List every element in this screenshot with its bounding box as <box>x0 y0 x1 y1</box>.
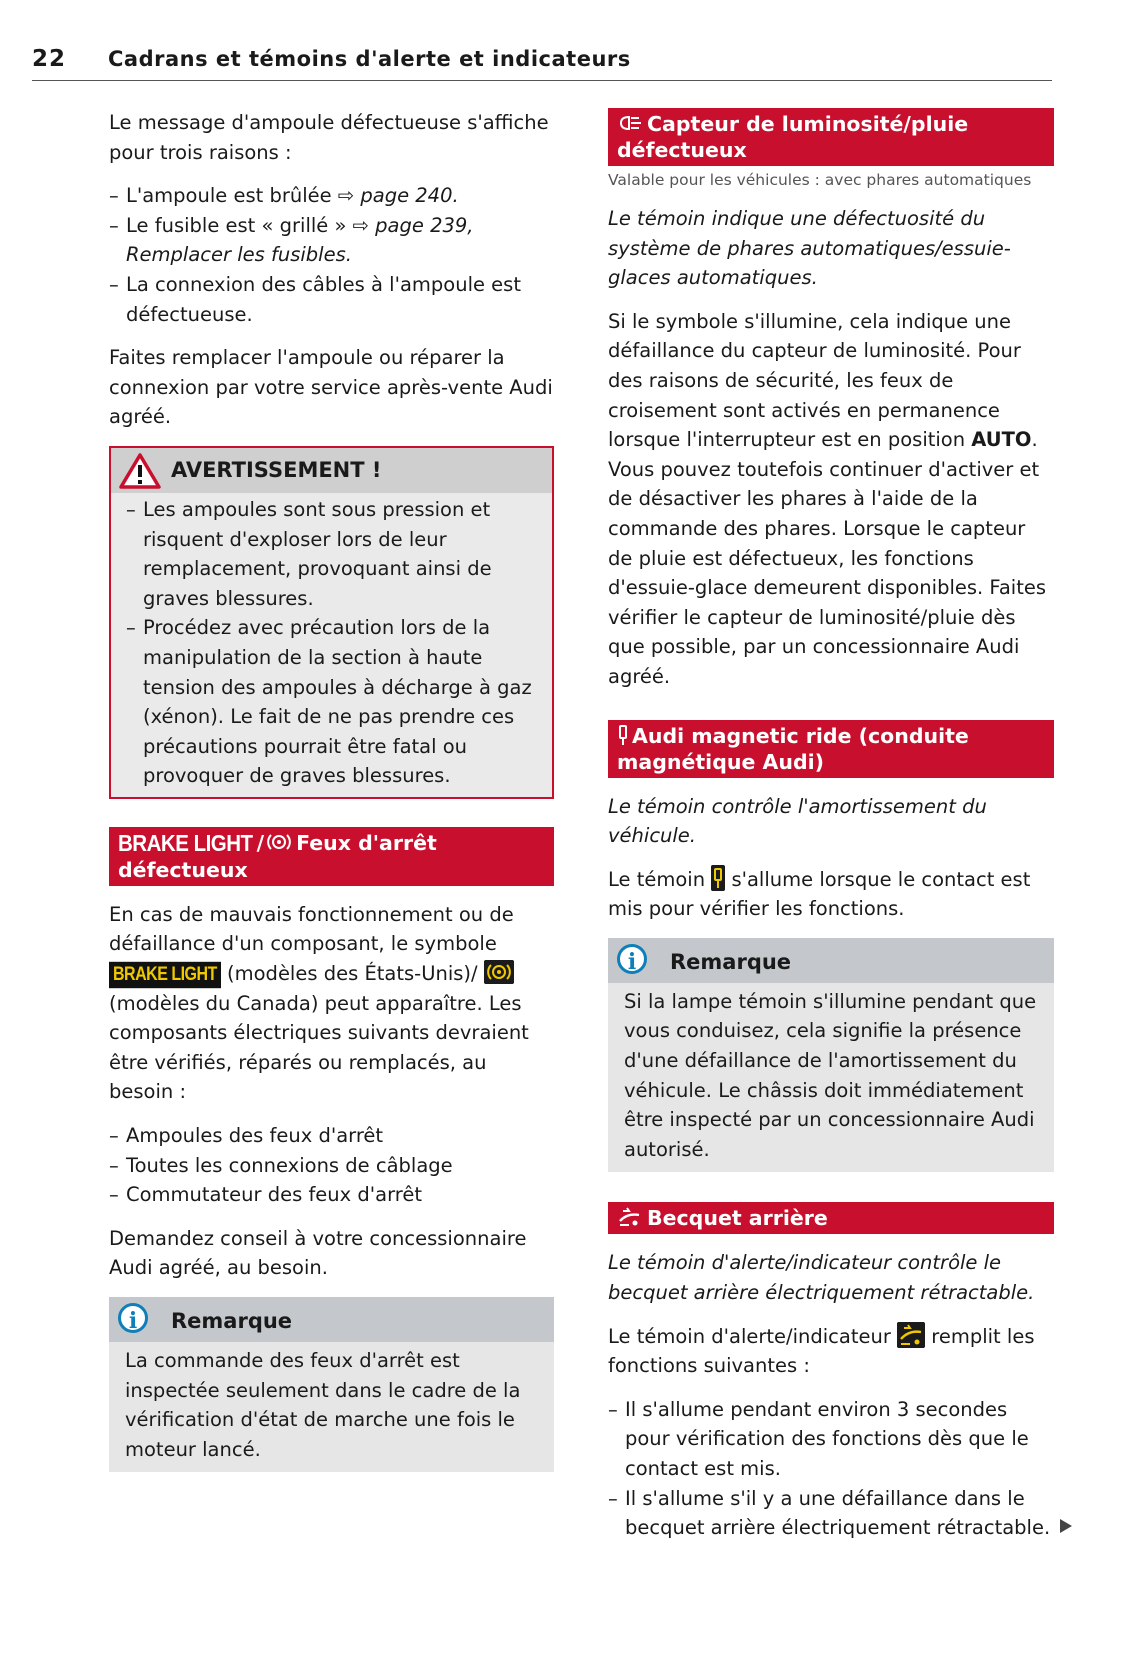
spoiler-text <box>608 1322 1054 1381</box>
continue-arrow-icon <box>1060 1519 1072 1533</box>
list-item: – Les ampoules sont sous pression et risquent d'exploser lors de leur remplacement, provoquant ainsi de graves blessures. <box>126 495 540 613</box>
magnetic-section-title: Audi magnetic ride (conduite magnétique Audi) <box>617 723 969 774</box>
replace-paragraph: Faites remplacer l'ampoule ou réparer la connexion par votre service après-vente Audi agréé. <box>109 346 553 429</box>
warning-title: AVERTISSEMENT ! <box>171 457 382 482</box>
brake-light-section-header <box>109 827 554 886</box>
brake-light-chip: BRAKE LIGHT <box>109 962 221 988</box>
list-item: – Commutateur des feux d'arrêt <box>109 1180 554 1210</box>
brake-section-title: Feux d'arrêt défectueux <box>118 830 437 882</box>
spoiler-indicator-icon <box>897 1322 925 1348</box>
sensor-body <box>608 307 1054 692</box>
list-item <box>109 181 554 211</box>
warning-triangle-icon <box>119 453 161 489</box>
advice-paragraph: Demandez conseil à votre concessionnaire Audi agréé, au besoin. <box>109 1226 527 1280</box>
brake-text: En cas de mauvais fonctionnement ou de défaillance d'un composant, le symbole <box>109 902 514 956</box>
spoiler-list <box>608 1395 1054 1543</box>
reasons-list <box>109 181 554 329</box>
note-header <box>608 938 1054 983</box>
sensor-section-header <box>608 108 1054 166</box>
brake-text: (modèles du Canada) peut apparaître. Les composants électriques suivants devraient être vérifiés, réparés ou remplacés, au besoin : <box>109 991 529 1104</box>
note-title: Remarque <box>171 1309 293 1333</box>
list-item: – Ampoules des feux d'arrêt <box>109 1121 554 1151</box>
magnetic-text-b: s'allume lorsque le contact est mis pour vérifier les fonctions. <box>608 867 1031 921</box>
left-column <box>109 108 554 1496</box>
magnetic-section-header <box>608 720 1054 778</box>
brake-paragraph <box>109 900 554 1107</box>
validity-note: Valable pour les véhicules : avec phares automatiques <box>608 171 1032 189</box>
note-text: La commande des feux d'arrêt est inspectée seulement dans le cadre de la vérification d'état de marche une fois le moteur lancé. <box>125 1349 521 1461</box>
warning-list <box>126 495 540 791</box>
page-header <box>32 44 1052 81</box>
auto-label: AUTO <box>971 428 1032 452</box>
sensor-text: . Vous pouvez toutefois continuer d'activer et de désactiver les phares à l'aide de la commande des phares. Lorsque le capteur de pluie est défectueux, les fonctions d'essuie-glace demeurent disponibles. Faites vérifier le capteur de luminosité/pluie dès que possible, par un concessionnaire Audi agréé. <box>608 428 1047 688</box>
warning-header <box>111 448 552 493</box>
page-title: Cadrans et témoins d'alerte et indicateurs <box>108 47 631 71</box>
list-item: – Toutes les connexions de câblage <box>109 1151 554 1181</box>
page-link[interactable]: ⇨ page 239, Remplacer les fusibles. <box>126 213 474 267</box>
light-rain-sensor-icon <box>617 114 643 132</box>
intro-paragraph: Le message d'ampoule défectueuse s'affiche pour trois raisons : <box>109 111 549 164</box>
list-item: – La connexion des câbles à l'ampoule est défectueuse. <box>109 270 554 329</box>
brake-warning-icon <box>266 832 292 852</box>
note-text: Si la lampe témoin s'illumine pendant que vous conduisez, cela signifie la présence d'une défaillance de l'amortissement du véhicule. Le châssis doit immédiatement être inspecté par un concessionnaire Audi autorisé. <box>624 989 1037 1161</box>
spoiler-section-title: Becquet arrière <box>647 1206 828 1231</box>
sensor-intro: Le témoin indique une défectuosité du système de phares automatiques/essuie-glaces automatiques. <box>608 207 1011 290</box>
magnetic-text-a: Le témoin <box>608 867 712 891</box>
spoiler-text-b: remplit les fonctions suivantes : <box>608 1324 1035 1378</box>
note-title: Remarque <box>670 949 792 974</box>
sensor-section-title: Capteur de luminosité/pluie défectueux <box>617 112 969 162</box>
list-item <box>109 211 554 270</box>
reason-text: L'ampoule est brûlée <box>126 184 338 208</box>
note-box <box>109 1297 554 1472</box>
spoiler-intro: Le témoin d'alerte/indicateur contrôle le becquet arrière électriquement rétractable. <box>608 1251 1035 1305</box>
note-header <box>109 1297 554 1342</box>
page-link[interactable]: ⇨ page 240. <box>337 184 459 208</box>
right-column <box>608 108 1054 1557</box>
brake-light-symbol: BRAKE LIGHT <box>118 830 253 857</box>
brake-items-list <box>109 1121 554 1210</box>
spoiler-text-a: Le témoin d'alerte/indicateur <box>608 1324 898 1348</box>
note-box-magnetic <box>608 938 1054 1173</box>
magnetic-text <box>608 865 1054 924</box>
info-icon: i <box>617 944 647 974</box>
list-item: – Il s'allume s'il y a une défaillance dans le becquet arrière électriquement rétractable. <box>608 1484 1054 1543</box>
list-item: – Procédez avec précaution lors de la manipulation de la section à haute tension des ampoules à décharge à gaz (xénon). Le fait de ne pas prendre ces précautions pourrait être fatal ou provoquer de graves blessures. <box>126 613 540 791</box>
rear-spoiler-icon <box>617 1207 643 1227</box>
shock-absorber-icon <box>617 724 629 746</box>
magnetic-ride-indicator-icon <box>711 865 725 891</box>
sensor-text: Si le symbole s'illumine, cela indique une défaillance du capteur de luminosité. Pour des raisons de sécurité, les feux de croisement sont activés en permanence lorsque l'interrupteur est en position <box>608 309 1021 452</box>
warning-box <box>109 446 554 799</box>
reason-text: Le fusible est « grillé » <box>126 213 353 237</box>
slash: / <box>256 830 265 855</box>
info-icon: i <box>118 1303 148 1333</box>
magnetic-intro: Le témoin contrôle l'amortissement du véhicule. <box>608 794 987 848</box>
page-number: 22 <box>32 46 67 72</box>
spoiler-section-header <box>608 1202 1054 1234</box>
brake-text: (modèles des États-Unis)/ <box>220 962 484 986</box>
list-item: – Il s'allume pendant environ 3 secondes pour vérification des fonctions dès que le contact est mis. <box>608 1395 1054 1484</box>
canada-brake-icon <box>484 960 514 984</box>
